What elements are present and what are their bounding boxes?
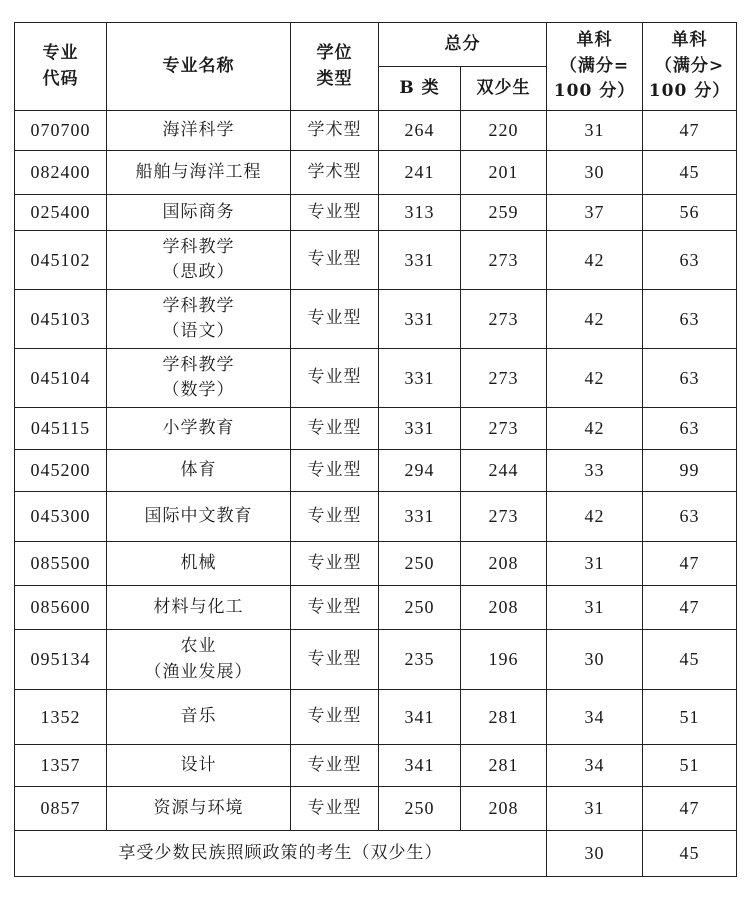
row-b-class: 250	[379, 787, 461, 831]
row-name-line: 资源与环境	[153, 797, 244, 818]
row-single-gt100: 47	[643, 111, 737, 151]
row-minority: 273	[461, 408, 547, 450]
row-code: 0857	[15, 787, 107, 831]
row-code: 1357	[15, 745, 107, 787]
row-single-eq100: 42	[547, 408, 643, 450]
row-name-line: 机械	[180, 552, 217, 573]
row-b-class: 250	[379, 542, 461, 586]
row-code: 095134	[15, 630, 107, 690]
row-single-gt100: 47	[643, 586, 737, 630]
row-code: 045102	[15, 231, 107, 290]
row-name	[107, 195, 291, 231]
table-row	[15, 195, 737, 231]
row-name	[107, 492, 291, 542]
header-b-class: B 类	[379, 67, 461, 111]
row-single-gt100: 47	[643, 787, 737, 831]
row-name	[107, 745, 291, 787]
row-single-eq100: 42	[547, 349, 643, 408]
row-degree-type: 专业型	[291, 231, 379, 290]
row-b-class: 331	[379, 349, 461, 408]
row-single-eq100: 30	[547, 630, 643, 690]
row-name-line: 国际商务	[162, 201, 235, 222]
row-degree-type: 专业型	[291, 450, 379, 492]
row-single-eq100: 31	[547, 111, 643, 151]
score-table	[14, 22, 737, 877]
row-minority: 220	[461, 111, 547, 151]
header-name: 专业名称	[107, 23, 291, 111]
table-row	[15, 787, 737, 831]
row-code: 045300	[15, 492, 107, 542]
row-name-line: 学科教学	[162, 295, 235, 316]
row-name-line: 国际中文教育	[144, 505, 253, 526]
row-single-eq100: 30	[547, 151, 643, 195]
row-minority: 273	[461, 290, 547, 349]
row-code: 025400	[15, 195, 107, 231]
row-minority: 208	[461, 542, 547, 586]
row-b-class: 341	[379, 745, 461, 787]
row-name	[107, 586, 291, 630]
row-name-line: （语文）	[162, 321, 235, 341]
row-minority: 273	[461, 349, 547, 408]
footer-single-eq100: 30	[547, 831, 643, 877]
row-name-line: 船舶与海洋工程	[135, 161, 262, 182]
row-name	[107, 111, 291, 151]
footer-single-gt100: 45	[643, 831, 737, 877]
row-single-gt100: 63	[643, 231, 737, 290]
row-code: 045104	[15, 349, 107, 408]
row-single-eq100: 33	[547, 450, 643, 492]
header-single-eq100: 单科 （满分= 100 分）	[547, 23, 643, 111]
row-name-line: 材料与化工	[153, 596, 244, 617]
row-code: 085500	[15, 542, 107, 586]
row-single-eq100: 31	[547, 586, 643, 630]
row-b-class: 331	[379, 492, 461, 542]
row-name-line: （渔业发展）	[144, 661, 253, 682]
row-degree-type: 专业型	[291, 542, 379, 586]
row-single-gt100: 63	[643, 408, 737, 450]
row-minority: 208	[461, 787, 547, 831]
row-code: 070700	[15, 111, 107, 151]
row-b-class: 331	[379, 408, 461, 450]
row-degree-type: 学术型	[291, 151, 379, 195]
row-b-class: 250	[379, 586, 461, 630]
header-single-gt100: 单科 （满分> 100 分）	[643, 23, 737, 111]
row-name-line: 小学教育	[162, 417, 235, 438]
header-degree: 学位 类型	[291, 23, 379, 111]
row-minority: 281	[461, 690, 547, 745]
row-name-line: （数学）	[162, 380, 235, 400]
row-degree-type: 专业型	[291, 290, 379, 349]
footer-label: 享受少数民族照顾政策的考生（双少生）	[15, 831, 547, 877]
header-total: 总分	[379, 23, 547, 67]
row-single-gt100: 51	[643, 690, 737, 745]
row-name	[107, 690, 291, 745]
row-name	[107, 290, 291, 349]
row-name-line: 设计	[180, 754, 217, 775]
row-name	[107, 231, 291, 290]
table-row	[15, 408, 737, 450]
row-name	[107, 349, 291, 408]
row-minority: 273	[461, 492, 547, 542]
row-code: 045115	[15, 408, 107, 450]
row-code: 085600	[15, 586, 107, 630]
row-b-class: 313	[379, 195, 461, 231]
row-single-gt100: 45	[643, 151, 737, 195]
table-row	[15, 690, 737, 745]
row-name-line: 海洋科学	[162, 119, 235, 140]
row-single-gt100: 63	[643, 492, 737, 542]
row-b-class: 294	[379, 450, 461, 492]
table-row	[15, 151, 737, 195]
row-code: 1352	[15, 690, 107, 745]
row-name	[107, 408, 291, 450]
table-row	[15, 349, 737, 408]
table-row	[15, 586, 737, 630]
row-single-eq100: 34	[547, 745, 643, 787]
row-degree-type: 专业型	[291, 745, 379, 787]
row-degree-type: 专业型	[291, 195, 379, 231]
row-name-line: 学科教学	[162, 354, 235, 375]
row-single-eq100: 42	[547, 492, 643, 542]
row-name	[107, 630, 291, 690]
row-b-class: 341	[379, 690, 461, 745]
row-single-eq100: 34	[547, 690, 643, 745]
row-name-line: 体育	[180, 459, 217, 480]
header-code: 专业 代码	[15, 23, 107, 111]
row-code: 045103	[15, 290, 107, 349]
row-single-gt100: 63	[643, 290, 737, 349]
row-single-eq100: 42	[547, 290, 643, 349]
row-single-gt100: 99	[643, 450, 737, 492]
row-single-eq100: 31	[547, 787, 643, 831]
row-b-class: 331	[379, 231, 461, 290]
table-row	[15, 745, 737, 787]
table-row	[15, 111, 737, 151]
header-minority: 双少生	[461, 67, 547, 111]
row-name-line: （思政）	[162, 262, 235, 282]
row-name	[107, 542, 291, 586]
row-code: 082400	[15, 151, 107, 195]
row-minority: 273	[461, 231, 547, 290]
row-degree-type: 专业型	[291, 349, 379, 408]
row-degree-type: 专业型	[291, 586, 379, 630]
table-row	[15, 542, 737, 586]
row-name-line: 农业	[180, 636, 217, 656]
row-minority: 208	[461, 586, 547, 630]
row-name-line: 学科教学	[162, 236, 235, 257]
row-minority: 201	[461, 151, 547, 195]
table-row	[15, 231, 737, 290]
row-single-eq100: 37	[547, 195, 643, 231]
row-degree-type: 专业型	[291, 690, 379, 745]
row-single-eq100: 42	[547, 231, 643, 290]
row-code: 045200	[15, 450, 107, 492]
row-single-gt100: 63	[643, 349, 737, 408]
row-b-class: 264	[379, 111, 461, 151]
row-name-line: 音乐	[180, 706, 217, 727]
row-single-eq100: 31	[547, 542, 643, 586]
table-row	[15, 450, 737, 492]
row-b-class: 241	[379, 151, 461, 195]
row-degree-type: 专业型	[291, 492, 379, 542]
row-minority: 259	[461, 195, 547, 231]
row-degree-type: 学术型	[291, 111, 379, 151]
row-single-gt100: 47	[643, 542, 737, 586]
row-minority: 196	[461, 630, 547, 690]
row-degree-type: 专业型	[291, 408, 379, 450]
table-row	[15, 492, 737, 542]
row-degree-type: 专业型	[291, 787, 379, 831]
row-single-gt100: 45	[643, 630, 737, 690]
row-b-class: 331	[379, 290, 461, 349]
row-minority: 244	[461, 450, 547, 492]
row-name	[107, 450, 291, 492]
row-degree-type: 专业型	[291, 630, 379, 690]
row-name	[107, 787, 291, 831]
row-b-class: 235	[379, 630, 461, 690]
table-row	[15, 290, 737, 349]
table-row	[15, 630, 737, 690]
row-name	[107, 151, 291, 195]
row-minority: 281	[461, 745, 547, 787]
row-single-gt100: 56	[643, 195, 737, 231]
row-single-gt100: 51	[643, 745, 737, 787]
